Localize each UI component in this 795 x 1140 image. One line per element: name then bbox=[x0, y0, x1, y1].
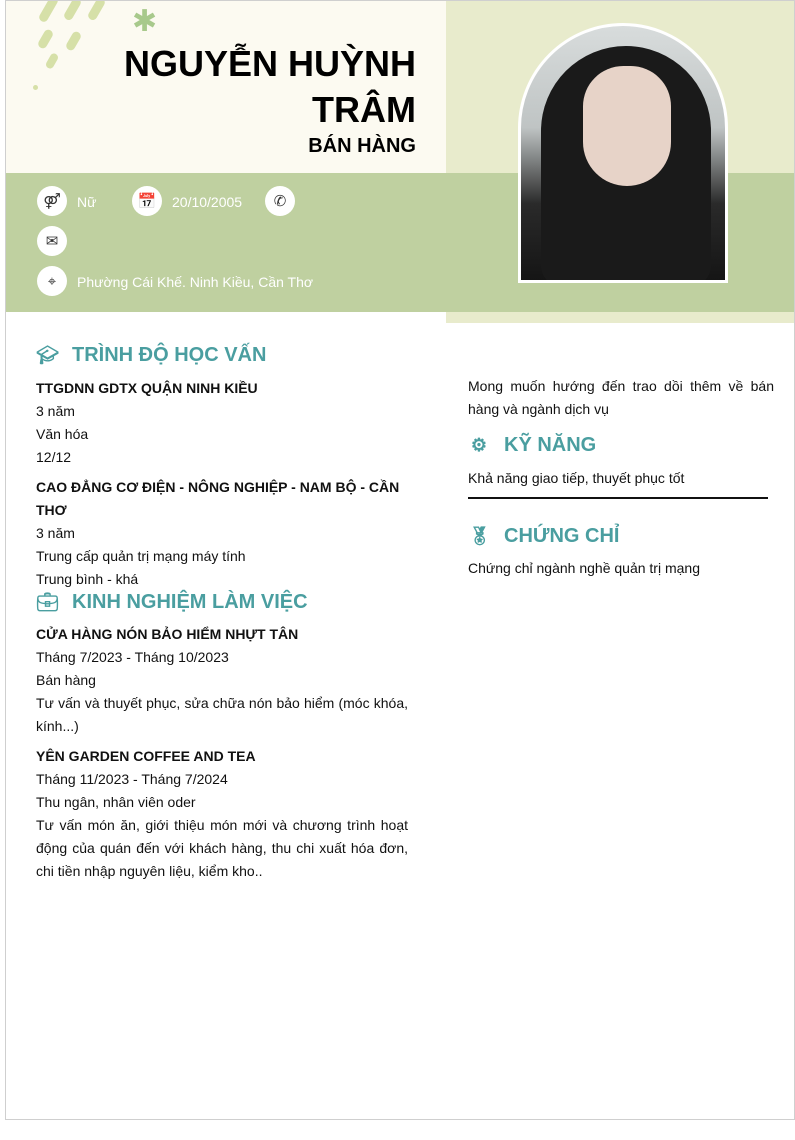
company-name: CỬA HÀNG NÓN BẢO HIỂM NHỰT TÂN bbox=[36, 626, 299, 642]
result: 12/12 bbox=[36, 449, 72, 465]
job-description: Tư vấn và thuyết phục, sửa chữa nón bảo hiểm (móc khóa, kính...) bbox=[36, 695, 408, 734]
certificates-text: Chứng chỉ ngành nghề quản trị mạng bbox=[468, 560, 700, 576]
experience-heading: 💼︎ KINH NGHIỆM LÀM VIỆC bbox=[36, 591, 308, 613]
education-list bbox=[36, 377, 416, 591]
job-position: BÁN HÀNG bbox=[308, 135, 416, 157]
briefcase-icon: 💼︎ bbox=[36, 592, 59, 612]
divider bbox=[468, 497, 768, 499]
job-role: Bán hàng bbox=[36, 672, 96, 688]
location-icon: ⌖ bbox=[37, 266, 67, 296]
certificates-heading: 🏅︎ CHỨNG CHỈ bbox=[468, 525, 620, 547]
cv-page bbox=[5, 0, 795, 1120]
skills-heading: ⚙ KỸ NĂNG bbox=[468, 434, 596, 457]
phone-icon: ✆ bbox=[265, 186, 295, 216]
experience-list bbox=[36, 623, 408, 883]
award-icon: 🏅︎ bbox=[468, 526, 491, 546]
graduation-cap-icon: 🎓︎ bbox=[36, 345, 59, 365]
school-name: CAO ĐẲNG CƠ ĐIỆN - NÔNG NGHIỆP - NAM BỘ - CẦN THƠ bbox=[36, 479, 400, 518]
job-description: Tư vấn món ăn, giới thiệu món mới và chương trình hoạt động của quán đến với khách hàng, thu chi xuất hóa đơn, chi tiền nhập nguyên liệu, kiểm kho.. bbox=[36, 817, 408, 879]
star-decoration-icon: ✱ bbox=[132, 5, 158, 38]
duration: 3 năm bbox=[36, 403, 75, 419]
result: Trung bình - khá bbox=[36, 571, 139, 587]
skills-text: Khả năng giao tiếp, thuyết phục tốt bbox=[468, 470, 685, 486]
decoration bbox=[33, 85, 38, 90]
address-value: Phường Cái Khế. Ninh Kiều, Cần Thơ bbox=[77, 274, 314, 290]
duration: 3 năm bbox=[36, 525, 75, 541]
major: Trung cấp quản trị mạng máy tính bbox=[36, 548, 246, 564]
objective-text: Mong muốn hướng đến trao dồi thêm về bán hàng và ngành dịch vụ bbox=[468, 378, 774, 417]
period: Tháng 11/2023 - Tháng 7/2024 bbox=[36, 771, 228, 787]
gear-icon: ⚙ bbox=[470, 435, 488, 455]
full-name: NGUYỄN HUỲNH TRÂM bbox=[123, 43, 416, 130]
company-name: YÊN GARDEN COFFEE AND TEA bbox=[36, 748, 256, 764]
calendar-icon: 📅 bbox=[132, 186, 162, 216]
job-role: Thu ngân, nhân viên oder bbox=[36, 794, 196, 810]
email-icon: ✉ bbox=[37, 226, 67, 256]
birthday-value: 20/10/2005 bbox=[172, 194, 243, 210]
major: Văn hóa bbox=[36, 426, 89, 442]
school-name: TTGDNN GDTX QUẬN NINH KIỀU bbox=[36, 380, 258, 396]
profile-photo bbox=[518, 23, 728, 283]
gender-icon: ⚤ bbox=[37, 186, 67, 216]
education-heading: 🎓︎ TRÌNH ĐỘ HỌC VẤN bbox=[36, 344, 267, 366]
gender-value: Nữ bbox=[77, 194, 97, 210]
period: Tháng 7/2023 - Tháng 10/2023 bbox=[36, 649, 229, 665]
